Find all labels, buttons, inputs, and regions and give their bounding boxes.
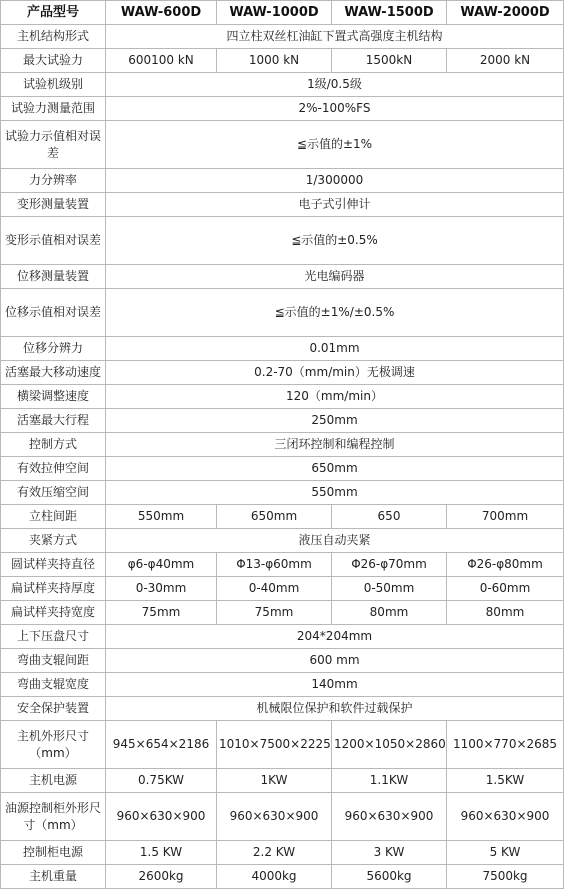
row-label: 上下压盘尺寸 (1, 625, 106, 649)
table-row (1, 25, 564, 49)
table-row (1, 73, 564, 97)
row-label: 最大试验力 (1, 49, 106, 73)
merged-value-cell: ≦示值的±0.5% (106, 217, 564, 265)
value-cell: 600100 kN (106, 49, 217, 73)
table-row (1, 769, 564, 793)
table-row (1, 577, 564, 601)
header-row (1, 1, 564, 25)
row-label: 控制方式 (1, 433, 106, 457)
merged-value-cell: 140mm (106, 673, 564, 697)
header-cell: 产品型号 (1, 1, 106, 25)
table-row (1, 169, 564, 193)
value-cell: 0-40mm (217, 577, 332, 601)
value-cell: 3 KW (332, 841, 447, 865)
row-label: 油源控制柜外形尺寸（mm） (1, 793, 106, 841)
value-cell: 960×630×900 (332, 793, 447, 841)
value-cell: 945×654×2186 (106, 721, 217, 769)
table-row (1, 601, 564, 625)
value-cell: 75mm (106, 601, 217, 625)
merged-value-cell: 0.01mm (106, 337, 564, 361)
value-cell: 5600kg (332, 865, 447, 889)
value-cell: 1.5KW (447, 769, 564, 793)
value-cell: 1010×7500×2225 (217, 721, 332, 769)
table-row (1, 289, 564, 337)
value-cell: 1500kN (332, 49, 447, 73)
value-cell: Φ26-φ70mm (332, 553, 447, 577)
merged-value-cell: 550mm (106, 481, 564, 505)
row-label: 活塞最大移动速度 (1, 361, 106, 385)
row-label: 有效拉伸空间 (1, 457, 106, 481)
row-label: 力分辨率 (1, 169, 106, 193)
table-row (1, 409, 564, 433)
table-row (1, 529, 564, 553)
value-cell: 7500kg (447, 865, 564, 889)
table-row (1, 457, 564, 481)
table-row (1, 193, 564, 217)
merged-value-cell: 光电编码器 (106, 265, 564, 289)
header-cell: WAW-1000D (217, 1, 332, 25)
table-row (1, 697, 564, 721)
table-row (1, 793, 564, 841)
row-label: 弯曲支辊间距 (1, 649, 106, 673)
header-cell: WAW-600D (106, 1, 217, 25)
merged-value-cell: ≦示值的±1%/±0.5% (106, 289, 564, 337)
value-cell: 0-60mm (447, 577, 564, 601)
row-label: 安全保护装置 (1, 697, 106, 721)
value-cell: 650 (332, 505, 447, 529)
row-label: 位移测量装置 (1, 265, 106, 289)
merged-value-cell: 120（mm/min） (106, 385, 564, 409)
value-cell: φ6-φ40mm (106, 553, 217, 577)
merged-value-cell: 204*204mm (106, 625, 564, 649)
table-row (1, 361, 564, 385)
value-cell: 80mm (332, 601, 447, 625)
value-cell: 2.2 KW (217, 841, 332, 865)
value-cell: 0-50mm (332, 577, 447, 601)
row-label: 有效压缩空间 (1, 481, 106, 505)
value-cell: 2000 kN (447, 49, 564, 73)
header-cell: WAW-2000D (447, 1, 564, 25)
merged-value-cell: 1级/0.5级 (106, 73, 564, 97)
merged-value-cell: 机械限位保护和软件过载保护 (106, 697, 564, 721)
table-row (1, 673, 564, 697)
table-row (1, 97, 564, 121)
row-label: 变形测量装置 (1, 193, 106, 217)
row-label: 主机结构形式 (1, 25, 106, 49)
row-label: 弯曲支辊宽度 (1, 673, 106, 697)
table-row (1, 721, 564, 769)
value-cell: 1000 kN (217, 49, 332, 73)
row-label: 活塞最大行程 (1, 409, 106, 433)
row-label: 主机重量 (1, 865, 106, 889)
row-label: 圆试样夹持直径 (1, 553, 106, 577)
table-row (1, 265, 564, 289)
table-row (1, 121, 564, 169)
table-row (1, 505, 564, 529)
value-cell: 1.5 KW (106, 841, 217, 865)
value-cell: 960×630×900 (217, 793, 332, 841)
value-cell: 1100×770×2685 (447, 721, 564, 769)
row-label: 夹紧方式 (1, 529, 106, 553)
row-label: 横梁调整速度 (1, 385, 106, 409)
table-row (1, 217, 564, 265)
merged-value-cell: ≦示值的±1% (106, 121, 564, 169)
value-cell: 0.75KW (106, 769, 217, 793)
value-cell: Φ26-φ80mm (447, 553, 564, 577)
value-cell: 960×630×900 (447, 793, 564, 841)
row-label: 扁试样夹持厚度 (1, 577, 106, 601)
value-cell: 0-30mm (106, 577, 217, 601)
row-label: 试验机级别 (1, 73, 106, 97)
row-label: 位移分辨力 (1, 337, 106, 361)
merged-value-cell: 600 mm (106, 649, 564, 673)
row-label: 位移示值相对误差 (1, 289, 106, 337)
row-label: 主机外形尺寸（mm） (1, 721, 106, 769)
value-cell: 75mm (217, 601, 332, 625)
value-cell: 700mm (447, 505, 564, 529)
value-cell: 550mm (106, 505, 217, 529)
value-cell: Φ13-φ60mm (217, 553, 332, 577)
merged-value-cell: 电子式引伸计 (106, 193, 564, 217)
table-row (1, 841, 564, 865)
value-cell: 650mm (217, 505, 332, 529)
row-label: 控制柜电源 (1, 841, 106, 865)
table-row (1, 481, 564, 505)
table-row (1, 385, 564, 409)
merged-value-cell: 0.2-70（mm/min）无极调速 (106, 361, 564, 385)
merged-value-cell: 1/300000 (106, 169, 564, 193)
merged-value-cell: 2%-100%FS (106, 97, 564, 121)
row-label: 试验力测量范围 (1, 97, 106, 121)
row-label: 变形示值相对误差 (1, 217, 106, 265)
table-row (1, 625, 564, 649)
table-row (1, 649, 564, 673)
merged-value-cell: 四立柱双丝杠油缸下置式高强度主机结构 (106, 25, 564, 49)
table-row (1, 433, 564, 457)
value-cell: 1.1KW (332, 769, 447, 793)
value-cell: 960×630×900 (106, 793, 217, 841)
merged-value-cell: 液压自动夹紧 (106, 529, 564, 553)
table-row (1, 865, 564, 889)
value-cell: 4000kg (217, 865, 332, 889)
merged-value-cell: 250mm (106, 409, 564, 433)
row-label: 主机电源 (1, 769, 106, 793)
merged-value-cell: 650mm (106, 457, 564, 481)
value-cell: 1KW (217, 769, 332, 793)
value-cell: 1200×1050×2860 (332, 721, 447, 769)
merged-value-cell: 三闭环控制和编程控制 (106, 433, 564, 457)
table-row (1, 337, 564, 361)
row-label: 立柱间距 (1, 505, 106, 529)
table-row (1, 49, 564, 73)
header-cell: WAW-1500D (332, 1, 447, 25)
table-row (1, 553, 564, 577)
row-label: 扁试样夹持宽度 (1, 601, 106, 625)
value-cell: 80mm (447, 601, 564, 625)
value-cell: 2600kg (106, 865, 217, 889)
value-cell: 5 KW (447, 841, 564, 865)
row-label: 试验力示值相对误差 (1, 121, 106, 169)
